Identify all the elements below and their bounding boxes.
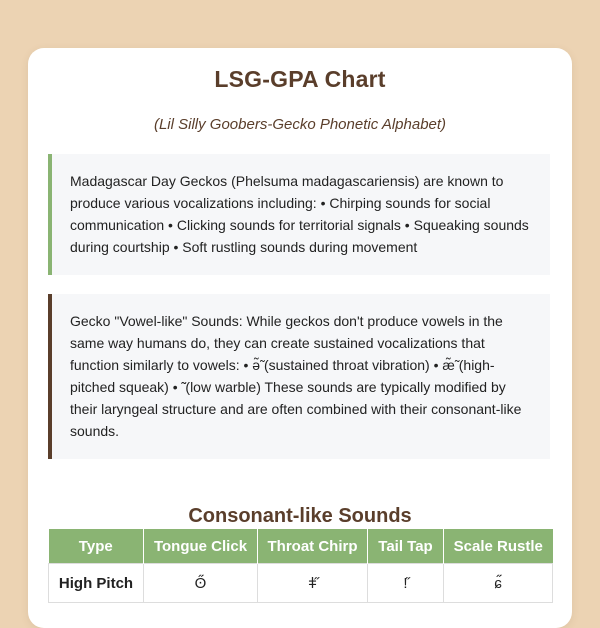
cell-scale-rustle-symbol: ɕ̋ (444, 564, 553, 603)
header-scale-rustle: Scale Rustle (444, 529, 553, 564)
header-type: Type (49, 529, 144, 564)
page-title: LSG-GPA Chart (214, 66, 386, 92)
header-tongue-click: Tongue Click (144, 529, 258, 564)
vowel-sounds-info-box (48, 294, 550, 459)
row-type-high-pitch: High Pitch (49, 564, 144, 603)
header-throat-chirp: Throat Chirp (258, 529, 368, 564)
consonant-sounds-table (48, 529, 553, 603)
vowel-sounds-info-text: Gecko "Vowel-like" Sounds: While geckos don't produce vowels in the same way humans do, they can create sustained vocalizations that function similarly to vowels: • ə̃̃ (sustained throat vibration) • æ̃̃ (high-pitched squeak) • ̃̃ (low warble) These sounds are typically modified by their laryngeal structure and are often combined with their consonant-like sounds. (70, 313, 522, 439)
consonant-section-heading: Consonant-like Sounds (188, 504, 412, 527)
vocalizations-info-text: Madagascar Day Geckos (Phelsuma madagascariensis) are known to produce various vocalizations including: • Chirping sounds for social communication • Clicking sounds for territorial signals • Squeaking sounds during courtship • Soft rustling sounds during movement (70, 173, 529, 255)
table-header-row (49, 529, 553, 564)
table-row (49, 564, 553, 603)
cell-throat-chirp-symbol: ǂ̋ (258, 564, 368, 603)
cell-tail-tap-symbol: ǃ̋ (368, 564, 444, 603)
vocalizations-info-box (48, 154, 550, 275)
header-tail-tap: Tail Tap (368, 529, 444, 564)
chart-card (28, 48, 572, 628)
page-subtitle: (Lil Silly Goobers-Gecko Phonetic Alphabet) (153, 116, 447, 133)
cell-tongue-click-symbol: ʘ̋ (144, 564, 258, 603)
